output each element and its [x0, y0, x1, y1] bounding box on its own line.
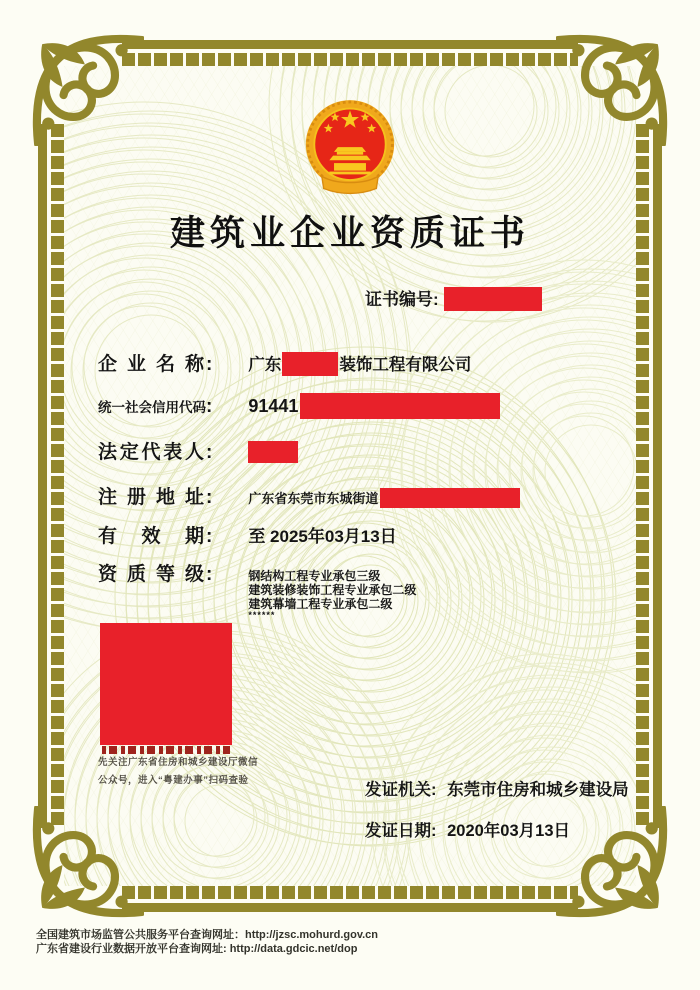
- field-address: [98, 482, 520, 509]
- grade-line-3: 建筑幕墙工程专业承包二级: [248, 597, 393, 611]
- grade-line-2: 建筑装修装饰工程专业承包二级: [248, 583, 417, 597]
- address-redaction: [380, 488, 520, 508]
- field-company-value: [248, 351, 471, 376]
- footer-query-url-national: 全国建筑市场监管公共服务平台查询网址：http://jzsc.mohurd.gov.cn: [36, 929, 379, 941]
- field-credit-code: [98, 393, 500, 419]
- field-credit-code-value: [248, 393, 500, 419]
- address-value-prefix: 广东省东莞市东城街道: [248, 491, 379, 506]
- national-emblem-icon: [303, 97, 397, 201]
- issue-date-value: 2020年03月13日: [447, 822, 571, 840]
- issuer-label: 发证机关:: [365, 781, 437, 799]
- issue-date-row: [365, 817, 570, 841]
- field-credit-code-label: 统一社会信用代码: [98, 400, 206, 415]
- field-address-label: 注册地址: [98, 487, 204, 508]
- field-legal-rep-colon: :: [206, 442, 213, 463]
- field-grade-value: [248, 569, 416, 620]
- field-company-colon: :: [206, 354, 213, 375]
- cert-number-redaction: [444, 287, 542, 311]
- grade-line-stars: ******: [248, 610, 276, 620]
- field-credit-code-colon: :: [206, 396, 213, 417]
- border-band-top: [122, 40, 578, 49]
- footer-query-url-guangdong: 广东省建设行业数据开放平台查询网址: http://data.gdcic.net/dop: [36, 943, 358, 955]
- company-value-prefix: 广东: [248, 356, 282, 374]
- field-address-value: [248, 488, 520, 508]
- field-company-label: 企业名称: [98, 354, 204, 375]
- field-validity-label: 有效期: [98, 526, 204, 547]
- issuer-value: 东莞市住房和城乡建设局: [447, 781, 629, 799]
- company-value-suffix: 装饰工程有限公司: [339, 356, 472, 374]
- field-company: [98, 349, 471, 376]
- border-band-bottom: [122, 903, 578, 912]
- grade-line-1: 钢结构工程专业承包三级: [248, 569, 381, 583]
- corner-ornament-bottom-left: [32, 806, 144, 918]
- verify-note-line1: 先关注广东省住房和城乡建设厅微信: [98, 757, 259, 768]
- certificate-title: 建筑业企业资质证书: [169, 214, 530, 253]
- verify-note-line2: 公众号，进入“粤建办事”扫码查验: [98, 775, 249, 786]
- field-validity: [98, 521, 397, 548]
- field-legal-rep-value: [248, 441, 298, 463]
- cert-number-row: [365, 285, 542, 311]
- stamp-clipped-text: [102, 746, 230, 754]
- field-grade-label: 资质等级: [98, 564, 204, 585]
- company-name-redaction: [282, 352, 338, 376]
- corner-ornament-top-left: [32, 34, 144, 146]
- corner-ornament-bottom-right: [556, 806, 668, 918]
- field-legal-rep: [98, 437, 298, 464]
- credit-code-redaction: [300, 393, 500, 419]
- field-validity-colon: :: [206, 526, 213, 547]
- issuer-row: [365, 776, 629, 800]
- field-address-colon: :: [206, 487, 213, 508]
- legal-rep-redaction: [248, 441, 298, 463]
- field-grade-colon: :: [206, 564, 213, 585]
- credit-code-prefix: 91441: [248, 396, 299, 416]
- field-validity-value: 至 2025年03月13日: [248, 527, 397, 546]
- border-segments-bottom: [122, 886, 578, 899]
- corner-ornament-top-right: [556, 34, 668, 146]
- cert-number-label: 证书编号:: [365, 290, 439, 309]
- field-legal-rep-label: 法定代表人: [98, 442, 204, 463]
- issue-date-label: 发证日期:: [365, 822, 437, 840]
- border-segments-top: [122, 53, 578, 66]
- stamp-redaction: [100, 623, 232, 745]
- field-grade: [98, 559, 416, 620]
